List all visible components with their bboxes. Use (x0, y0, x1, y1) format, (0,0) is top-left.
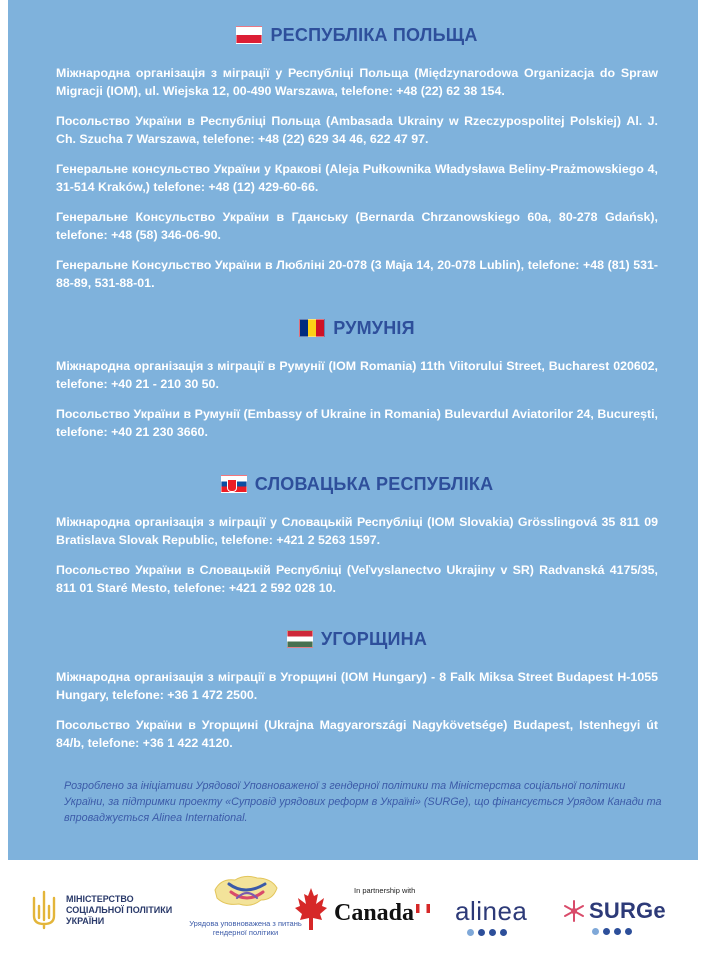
canada-flag-icon (416, 904, 430, 913)
slovakia-flag-icon (221, 475, 247, 493)
section-heading (56, 18, 658, 52)
surge-dots-icon (592, 928, 632, 935)
section-slovakia (56, 467, 658, 597)
section-poland (56, 18, 658, 292)
section-heading (56, 467, 658, 501)
contact-entry: Генеральне Консульство України в Любліні 20-078 (3 Maja 14, 20-078 Lublin), telefone: +48 (81) 531-88-89, 531-88-01. (56, 258, 658, 290)
romania-flag-icon (299, 319, 325, 337)
surge-wordmark: SURGe (589, 898, 666, 923)
gender-commissioner-logo (188, 870, 303, 937)
contact-entry: Посольство України в Словацькій Республіці (Veľvyslanectvo Ukrajiny v SR) Radvanská 4175/35, 811 01 Staré Mesto, telefone: +421 2 592 028 10. (56, 563, 658, 595)
contact-entry: Генеральне консульство України у Кракові (Aleja Pułkownika Władysława Beliny-Prażmowskiego 4, 31-514 Kraków,) telefone: +48 (12) 429-60-66. (56, 162, 658, 194)
contact-entry: Генеральне Консульство України в Гданську (Bernarda Chrzanowskiego 60a, 80-278 Gdańsk), telefone: +48 (58) 346-06-90. (56, 210, 658, 242)
poland-flag-icon (236, 26, 262, 44)
surge-logo (562, 898, 666, 924)
canada-wordmark: Canada (334, 900, 415, 926)
contact-entry: Міжнародна організація з міграції у Республіці Польща (Międzynarodowa Organizacja do Spraw Migracji (IOM), ul. Wiejska 12, 00-490 Warszawa, telefone: +48 (22) 62 38 154. (56, 66, 658, 98)
hungary-flag-icon (287, 630, 313, 648)
section-romania (56, 311, 658, 441)
alinea-logo (455, 896, 527, 936)
maple-leaf-icon (294, 886, 328, 932)
contact-entry: Міжнародна організація з міграції в Румунії (IOM Romania) 11th Viitorului Street, Bucharest 020602, telefone: +40 21 - 210 30 50. (56, 359, 658, 391)
section-heading (56, 622, 658, 656)
contact-entry: Міжнародна організація з міграції в Угорщині (IOM Hungary) - 8 Falk Miksa Street Budapest H-1055 Hungary, telefone: +36 1 472 2500. (56, 670, 658, 702)
partnership-label: In partnership with (354, 886, 416, 895)
contact-entry: Міжнародна організація з міграції у Словацькій Республіці (IOM Slovakia) Grösslingová 35 811 09 Bratislava Slovak Republic, telefone: +421 2 5263 1597. (56, 515, 658, 547)
ministry-logo (30, 890, 176, 930)
ministry-name: МІНІСТЕРСТВО СОЦІАЛЬНОЇ ПОЛІТИКИ УКРАЇНИ (66, 893, 173, 926)
alinea-wordmark: alinea (455, 896, 528, 926)
partner-footer (0, 860, 706, 960)
ukraine-map-icon (211, 870, 281, 912)
section-heading (56, 311, 658, 345)
section-hungary (56, 622, 658, 752)
info-panel (8, 0, 698, 860)
gender-commissioner-name: Урядова уповноважена з питань гендерної політики (189, 919, 302, 937)
section-title: РУМУНІЯ (333, 317, 415, 338)
snowflake-icon (562, 899, 586, 923)
canada-logo (294, 882, 444, 942)
trident-icon (30, 890, 58, 930)
section-title: СЛОВАЦЬКА РЕСПУБЛІКА (254, 473, 494, 494)
contact-entry: Посольство України в Республіці Польща (Ambasada Ukrainy w Rzeczypospolitej Polskiej) Al. J. Ch. Szucha 7 Warszawa, telefone: +48 (22) 629 34 46, 622 47 97. (56, 114, 658, 146)
contact-entry: Посольство України в Угорщині (Ukrajna Magyarországi Nagykövetsége) Budapest, Istenhegyi út 84/b, telefone: +36 1 422 4120. (56, 718, 658, 750)
section-title: УГОРЩИНА (320, 628, 428, 649)
contact-entry: Посольство України в Румунії (Embassy of Ukraine in Romania) Bulevardul Aviatorilor 24, București, telefone: +40 21 230 3660. (56, 407, 658, 439)
section-title: РЕСПУБЛІКА ПОЛЬЩА (270, 24, 478, 45)
credit-note: Розроблено за ініціативи Урядової Уповноваженої з гендерної політики та Міністерства соціальної політики України, за підтримки проекту «Супровід урядових реформ в Україні» (SURGe), що фінансується Урядом Канади та впроваджується Alinea International. (64, 780, 662, 824)
alinea-dots-icon (467, 929, 527, 936)
